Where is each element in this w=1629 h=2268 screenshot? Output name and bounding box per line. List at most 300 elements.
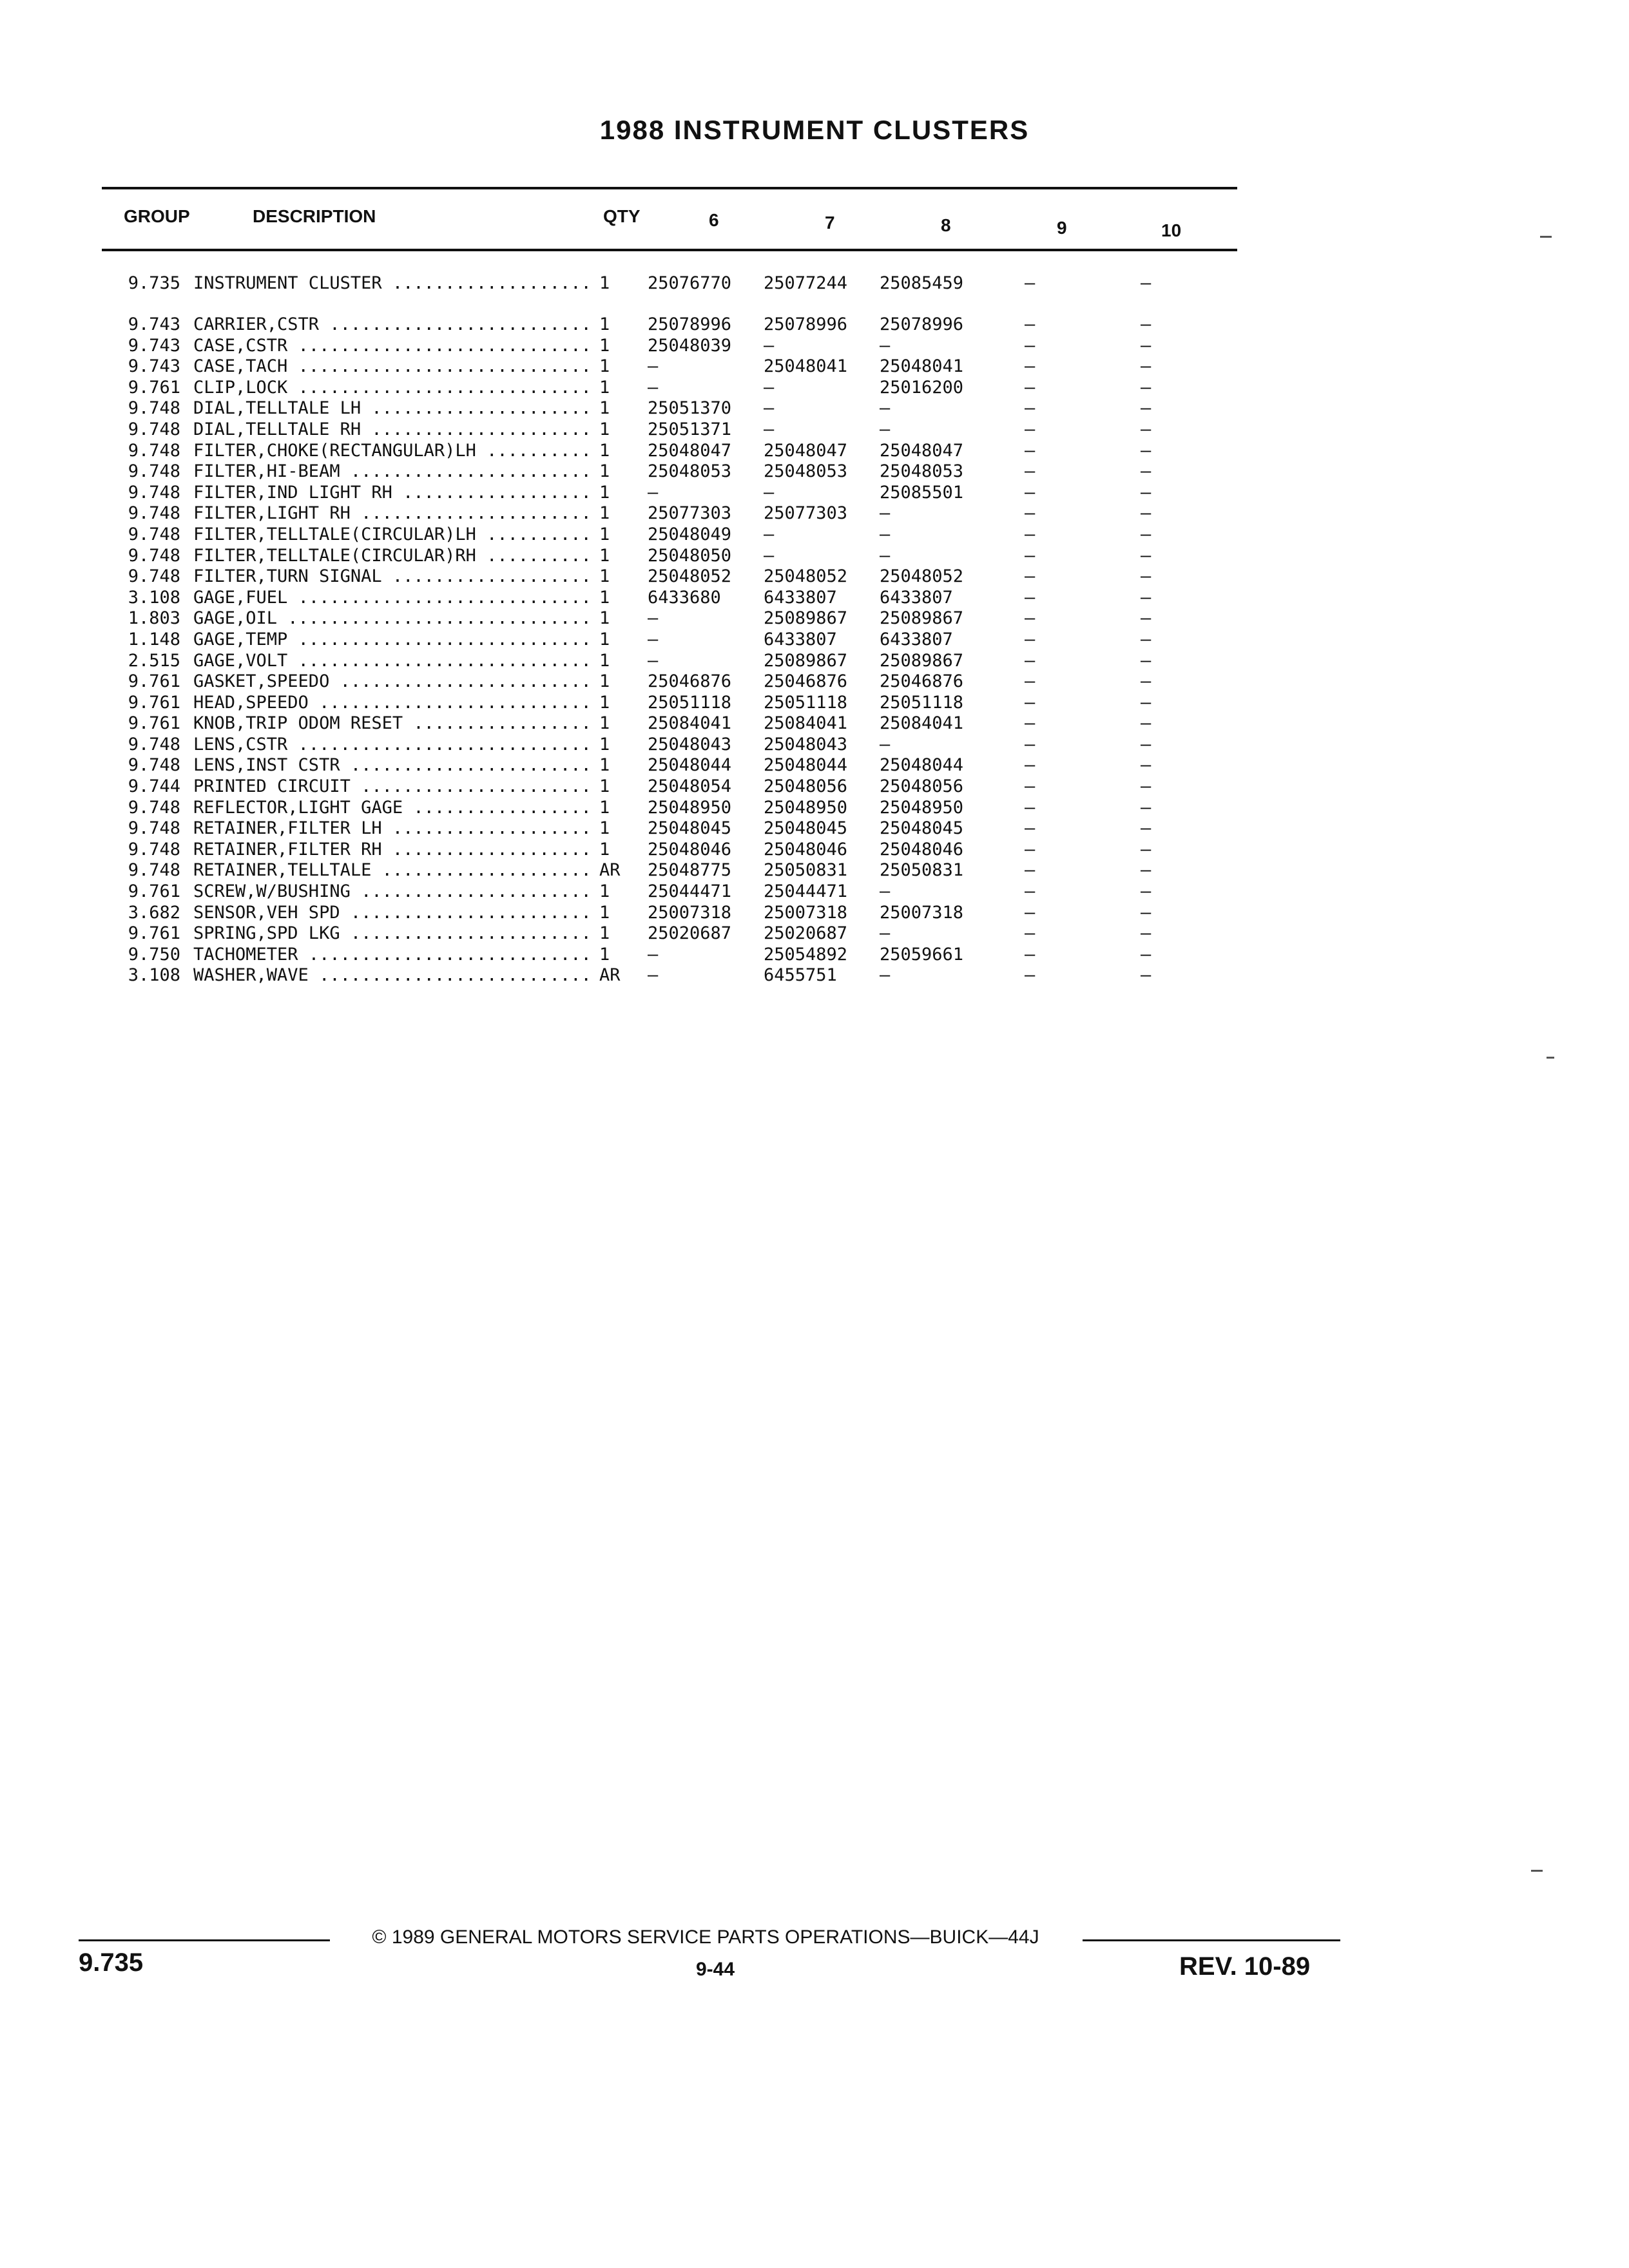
cell-qty: 1 xyxy=(599,398,631,418)
cell-col-8: 25048052 xyxy=(880,566,964,587)
cell-col-10: — xyxy=(1141,356,1152,377)
footer-line-right xyxy=(1083,1939,1340,1941)
cell-col-9: — xyxy=(1025,881,1036,902)
cell-qty: AR xyxy=(599,965,631,985)
cell-description: FILTER,TELLTALE(CIRCULAR)LH ..... xyxy=(193,524,593,544)
cell-col-8: 25051118 xyxy=(880,692,964,713)
cell-description: SENSOR,VEH SPD ..... xyxy=(193,903,593,923)
cell-description: FILTER,TELLTALE(CIRCULAR)RH ..... xyxy=(193,546,593,566)
cell-col-6: 25048052 xyxy=(648,566,732,587)
cell-col-8: — xyxy=(880,881,891,902)
cell-col-10: — xyxy=(1141,923,1152,944)
cell-description: FILTER,HI-BEAM ..... xyxy=(193,461,593,481)
cell-qty: 1 xyxy=(599,503,631,523)
cell-col-10: — xyxy=(1141,440,1152,461)
cell-col-7: — xyxy=(764,398,775,419)
cell-qty: 1 xyxy=(599,483,631,503)
cell-col-6: — xyxy=(648,377,659,398)
cell-description: GASKET,SPEEDO ..... xyxy=(193,671,593,691)
cell-col-10: — xyxy=(1141,671,1152,692)
parts-table xyxy=(0,273,1629,986)
table-row xyxy=(0,503,1629,524)
cell-col-8: 25048046 xyxy=(880,839,964,860)
cell-col-7: — xyxy=(764,377,775,398)
header-col-10: 10 xyxy=(1161,220,1182,240)
cell-col-10: — xyxy=(1141,839,1152,860)
cell-col-6: 25020687 xyxy=(648,923,732,944)
cell-col-6: 25048045 xyxy=(648,818,732,839)
cell-col-7: — xyxy=(764,335,775,356)
cell-col-6: 25048775 xyxy=(648,860,732,881)
cell-col-6: 25076770 xyxy=(648,273,732,293)
cell-description: WASHER,WAVE ..... xyxy=(193,965,593,985)
cell-col-9: — xyxy=(1025,755,1036,776)
cell-col-7: 25046876 xyxy=(764,671,848,692)
cell-col-6: — xyxy=(648,608,659,629)
cell-group: 9.748 xyxy=(128,566,180,587)
table-row xyxy=(0,651,1629,672)
cell-qty: 1 xyxy=(599,651,631,671)
cell-col-9: — xyxy=(1025,419,1036,439)
cell-group: 9.735 xyxy=(128,273,180,293)
cell-col-10: — xyxy=(1141,461,1152,482)
cell-col-10: — xyxy=(1141,818,1152,839)
cell-group: 3.682 xyxy=(128,902,180,923)
header-rule xyxy=(102,249,1237,251)
cell-col-9: — xyxy=(1025,902,1036,923)
cell-col-8: — xyxy=(880,545,891,566)
cell-col-6: 25084041 xyxy=(648,713,732,734)
cell-col-6: 25048043 xyxy=(648,734,732,754)
table-row xyxy=(0,273,1629,314)
cell-col-9: — xyxy=(1025,587,1036,608)
cell-group: 9.748 xyxy=(128,419,180,439)
table-row xyxy=(0,546,1629,567)
table-row xyxy=(0,671,1629,693)
cell-col-8: 25085501 xyxy=(880,482,964,503)
header-col-7: 7 xyxy=(825,213,835,233)
cell-col-6: 25046876 xyxy=(648,671,732,692)
cell-qty: 1 xyxy=(599,356,631,376)
cell-description: FILTER,IND LIGHT RH ..... xyxy=(193,483,593,503)
cell-col-7: 25048056 xyxy=(764,776,848,797)
cell-col-6: 25048039 xyxy=(648,335,732,356)
margin-mark xyxy=(1540,236,1552,238)
table-row xyxy=(0,588,1629,609)
table-row xyxy=(0,398,1629,419)
cell-group: 9.748 xyxy=(128,461,180,482)
cell-col-6: 25048049 xyxy=(648,524,732,544)
cell-col-8: 25046876 xyxy=(880,671,964,692)
cell-col-8: 25084041 xyxy=(880,713,964,734)
cell-col-8: — xyxy=(880,419,891,439)
cell-col-10: — xyxy=(1141,692,1152,713)
cell-qty: 1 xyxy=(599,524,631,544)
header-group: GROUP xyxy=(124,206,190,226)
table-row xyxy=(0,923,1629,945)
cell-description: TACHOMETER ..... xyxy=(193,945,593,965)
cell-col-10: — xyxy=(1141,503,1152,524)
cell-col-7: 25007318 xyxy=(764,902,848,923)
table-row xyxy=(0,608,1629,629)
cell-col-9: — xyxy=(1025,608,1036,629)
cell-col-7: 25048041 xyxy=(764,356,848,377)
cell-description: DIAL,TELLTALE LH ..... xyxy=(193,398,593,418)
cell-col-6: 25048050 xyxy=(648,545,732,566)
cell-col-10: — xyxy=(1141,902,1152,923)
cell-col-10: — xyxy=(1141,314,1152,334)
cell-description: CARRIER,CSTR ..... xyxy=(193,314,593,334)
cell-col-7: 25020687 xyxy=(764,923,848,944)
cell-col-9: — xyxy=(1025,545,1036,566)
cell-group: 9.761 xyxy=(128,671,180,692)
table-row xyxy=(0,378,1629,399)
cell-qty: 1 xyxy=(599,818,631,838)
cell-col-8: 25089867 xyxy=(880,650,964,671)
cell-col-6: 25051370 xyxy=(648,398,732,419)
cell-group: 9.743 xyxy=(128,314,180,334)
cell-group: 9.761 xyxy=(128,692,180,713)
cell-col-9: — xyxy=(1025,818,1036,839)
header-col-6: 6 xyxy=(709,210,719,230)
cell-qty: 1 xyxy=(599,840,631,860)
cell-description: FILTER,LIGHT RH ..... xyxy=(193,503,593,523)
header-col-8: 8 xyxy=(941,215,951,235)
table-row xyxy=(0,798,1629,819)
cell-col-7: 25048047 xyxy=(764,440,848,461)
cell-col-9: — xyxy=(1025,776,1036,797)
cell-col-6: 25007318 xyxy=(648,902,732,923)
cell-col-7: 25077244 xyxy=(764,273,848,293)
cell-col-8: 6433807 xyxy=(880,629,953,649)
cell-description: GAGE,OIL ..... xyxy=(193,608,593,628)
cell-qty: 1 xyxy=(599,798,631,818)
cell-col-7: 25089867 xyxy=(764,608,848,629)
footer-revision: REV. 10-89 xyxy=(1179,1952,1311,1981)
cell-col-9: — xyxy=(1025,797,1036,818)
cell-description: RETAINER,FILTER LH ..... xyxy=(193,818,593,838)
cell-group: 1.803 xyxy=(128,608,180,629)
cell-col-6: 25077303 xyxy=(648,503,732,524)
footer-line-left xyxy=(79,1939,330,1941)
cell-col-10: — xyxy=(1141,734,1152,754)
cell-col-8: 25007318 xyxy=(880,902,964,923)
cell-col-10: — xyxy=(1141,419,1152,439)
cell-col-7: 25048052 xyxy=(764,566,848,587)
cell-description: LENS,CSTR ..... xyxy=(193,735,593,754)
cell-group: 9.748 xyxy=(128,482,180,503)
cell-col-6: — xyxy=(648,356,659,377)
cell-col-8: 25048041 xyxy=(880,356,964,377)
cell-col-8: 25059661 xyxy=(880,944,964,965)
cell-col-8: 25050831 xyxy=(880,860,964,881)
table-row xyxy=(0,755,1629,776)
cell-col-8: — xyxy=(880,503,891,524)
cell-description: KNOB,TRIP ODOM RESET ..... xyxy=(193,713,593,733)
cell-col-10: — xyxy=(1141,587,1152,608)
cell-col-10: — xyxy=(1141,273,1152,293)
cell-description: LENS,INST CSTR ..... xyxy=(193,755,593,775)
cell-col-8: 25016200 xyxy=(880,377,964,398)
cell-col-7: 25050831 xyxy=(764,860,848,881)
cell-col-7: 25048053 xyxy=(764,461,848,482)
cell-col-6: — xyxy=(648,650,659,671)
cell-col-9: — xyxy=(1025,335,1036,356)
cell-group: 9.748 xyxy=(128,545,180,566)
cell-col-7: — xyxy=(764,524,775,544)
cell-col-6: — xyxy=(648,629,659,649)
cell-col-10: — xyxy=(1141,608,1152,629)
cell-description: PRINTED CIRCUIT ..... xyxy=(193,776,593,796)
cell-qty: 1 xyxy=(599,776,631,796)
cell-col-9: — xyxy=(1025,503,1036,524)
cell-col-7: 6455751 xyxy=(764,965,837,986)
cell-col-7: 25077303 xyxy=(764,503,848,524)
cell-col-7: 6433807 xyxy=(764,629,837,649)
cell-col-9: — xyxy=(1025,461,1036,482)
cell-col-6: 25048046 xyxy=(648,839,732,860)
cell-col-9: — xyxy=(1025,377,1036,398)
cell-group: 9.748 xyxy=(128,860,180,881)
cell-col-6: 25048047 xyxy=(648,440,732,461)
cell-col-8: 25048950 xyxy=(880,797,964,818)
cell-group: 9.761 xyxy=(128,377,180,398)
table-row xyxy=(0,818,1629,840)
cell-group: 9.748 xyxy=(128,440,180,461)
cell-col-9: — xyxy=(1025,398,1036,419)
cell-col-6: 6433680 xyxy=(648,587,721,608)
cell-col-7: 25048043 xyxy=(764,734,848,754)
cell-group: 9.748 xyxy=(128,755,180,776)
cell-description: CASE,TACH ..... xyxy=(193,356,593,376)
cell-qty: 1 xyxy=(599,713,631,733)
table-row xyxy=(0,965,1629,986)
cell-col-9: — xyxy=(1025,713,1036,734)
cell-col-8: — xyxy=(880,524,891,544)
cell-col-9: — xyxy=(1025,692,1036,713)
cell-col-8: — xyxy=(880,965,891,986)
table-row xyxy=(0,735,1629,756)
cell-qty: 1 xyxy=(599,378,631,398)
cell-col-7: 25089867 xyxy=(764,650,848,671)
cell-col-7: 25048950 xyxy=(764,797,848,818)
cell-col-9: — xyxy=(1025,839,1036,860)
cell-col-10: — xyxy=(1141,377,1152,398)
table-row xyxy=(0,419,1629,441)
cell-qty: 1 xyxy=(599,336,631,356)
cell-col-6: 25048053 xyxy=(648,461,732,482)
cell-col-9: — xyxy=(1025,860,1036,881)
cell-col-6: 25048044 xyxy=(648,755,732,776)
table-row xyxy=(0,483,1629,504)
cell-group: 9.748 xyxy=(128,839,180,860)
cell-qty: 1 xyxy=(599,629,631,649)
cell-group: 9.743 xyxy=(128,335,180,356)
header-description: DESCRIPTION xyxy=(253,206,376,226)
cell-col-10: — xyxy=(1141,650,1152,671)
cell-col-9: — xyxy=(1025,566,1036,587)
cell-col-9: — xyxy=(1025,629,1036,649)
cell-col-10: — xyxy=(1141,713,1152,734)
cell-description: CASE,CSTR ..... xyxy=(193,336,593,356)
cell-group: 3.108 xyxy=(128,965,180,986)
cell-group: 3.108 xyxy=(128,587,180,608)
cell-col-8: 25048047 xyxy=(880,440,964,461)
table-row xyxy=(0,461,1629,483)
cell-description: CLIP,LOCK ..... xyxy=(193,378,593,398)
cell-col-10: — xyxy=(1141,881,1152,902)
cell-col-10: — xyxy=(1141,566,1152,587)
cell-col-7: 25078996 xyxy=(764,314,848,334)
cell-col-8: — xyxy=(880,923,891,944)
cell-col-9: — xyxy=(1025,965,1036,986)
cell-col-10: — xyxy=(1141,335,1152,356)
cell-group: 9.761 xyxy=(128,923,180,944)
table-row xyxy=(0,881,1629,903)
table-row xyxy=(0,903,1629,924)
table-row xyxy=(0,314,1629,336)
cell-col-7: — xyxy=(764,545,775,566)
table-row xyxy=(0,840,1629,861)
cell-qty: 1 xyxy=(599,755,631,775)
cell-col-6: — xyxy=(648,965,659,986)
cell-col-8: 25048045 xyxy=(880,818,964,839)
cell-group: 1.148 xyxy=(128,629,180,649)
cell-group: 9.748 xyxy=(128,797,180,818)
table-row xyxy=(0,776,1629,798)
cell-col-10: — xyxy=(1141,860,1152,881)
cell-description: RETAINER,FILTER RH ..... xyxy=(193,840,593,860)
cell-group: 2.515 xyxy=(128,650,180,671)
table-row xyxy=(0,629,1629,651)
cell-group: 9.750 xyxy=(128,944,180,965)
cell-col-6: 25051118 xyxy=(648,692,732,713)
cell-col-9: — xyxy=(1025,671,1036,692)
cell-col-10: — xyxy=(1141,944,1152,965)
cell-qty: 1 xyxy=(599,693,631,713)
cell-description: GAGE,TEMP ..... xyxy=(193,629,593,649)
cell-qty: 1 xyxy=(599,671,631,691)
table-row xyxy=(0,336,1629,357)
cell-col-7: — xyxy=(764,419,775,439)
cell-col-9: — xyxy=(1025,273,1036,293)
cell-col-9: — xyxy=(1025,440,1036,461)
footer-page-number: 9-44 xyxy=(695,1959,735,1980)
cell-col-6: — xyxy=(648,482,659,503)
cell-col-9: — xyxy=(1025,482,1036,503)
cell-group: 9.748 xyxy=(128,503,180,524)
cell-col-10: — xyxy=(1141,797,1152,818)
header-qty: QTY xyxy=(603,206,641,226)
cell-qty: 1 xyxy=(599,608,631,628)
cell-qty: 1 xyxy=(599,441,631,461)
cell-col-10: — xyxy=(1141,776,1152,797)
cell-col-10: — xyxy=(1141,524,1152,544)
cell-qty: 1 xyxy=(599,923,631,943)
cell-qty: 1 xyxy=(599,588,631,608)
table-row xyxy=(0,356,1629,378)
cell-col-10: — xyxy=(1141,482,1152,503)
cell-col-10: — xyxy=(1141,755,1152,776)
cell-col-10: — xyxy=(1141,629,1152,649)
cell-col-8: 25048053 xyxy=(880,461,964,482)
cell-col-6: 25048054 xyxy=(648,776,732,797)
cell-qty: 1 xyxy=(599,903,631,923)
cell-qty: 1 xyxy=(599,273,631,293)
table-row xyxy=(0,693,1629,714)
cell-qty: 1 xyxy=(599,881,631,901)
cell-col-7: 25044471 xyxy=(764,881,848,902)
cell-qty: 1 xyxy=(599,735,631,754)
cell-col-8: 25085459 xyxy=(880,273,964,293)
table-row xyxy=(0,945,1629,966)
cell-col-7: 25048046 xyxy=(764,839,848,860)
cell-col-8: 25048044 xyxy=(880,755,964,776)
cell-group: 9.748 xyxy=(128,524,180,544)
table-row xyxy=(0,860,1629,881)
cell-qty: 1 xyxy=(599,314,631,334)
top-rule xyxy=(102,187,1237,189)
cell-col-9: — xyxy=(1025,734,1036,754)
cell-description: FILTER,CHOKE(RECTANGULAR)LH ..... xyxy=(193,441,593,461)
footer-copyright: © 1989 GENERAL MOTORS SERVICE PARTS OPERATIONS—BUICK—44J xyxy=(372,1927,1039,1948)
header-col-9: 9 xyxy=(1057,218,1067,238)
cell-col-7: 25054892 xyxy=(764,944,848,965)
cell-col-9: — xyxy=(1025,524,1036,544)
cell-description: SCREW,W/BUSHING ..... xyxy=(193,881,593,901)
cell-col-6: 25044471 xyxy=(648,881,732,902)
cell-group: 9.744 xyxy=(128,776,180,797)
cell-qty: 1 xyxy=(599,546,631,566)
cell-col-10: — xyxy=(1141,398,1152,419)
cell-col-9: — xyxy=(1025,923,1036,944)
cell-col-9: — xyxy=(1025,356,1036,377)
margin-mark xyxy=(1547,1057,1554,1059)
cell-qty: 1 xyxy=(599,419,631,439)
cell-col-7: 25048045 xyxy=(764,818,848,839)
cell-description: GAGE,FUEL ..... xyxy=(193,588,593,608)
cell-col-9: — xyxy=(1025,314,1036,334)
cell-col-10: — xyxy=(1141,545,1152,566)
footer-group-ref: 9.735 xyxy=(79,1948,144,1977)
cell-col-8: 25078996 xyxy=(880,314,964,334)
cell-col-8: 25089867 xyxy=(880,608,964,629)
cell-group: 9.748 xyxy=(128,818,180,839)
cell-qty: 1 xyxy=(599,945,631,965)
cell-col-9: — xyxy=(1025,944,1036,965)
margin-mark xyxy=(1531,1870,1543,1872)
cell-col-10: — xyxy=(1141,965,1152,986)
cell-qty: 1 xyxy=(599,461,631,481)
cell-col-6: — xyxy=(648,944,659,965)
cell-col-7: 6433807 xyxy=(764,587,837,608)
cell-description: HEAD,SPEEDO ..... xyxy=(193,693,593,713)
cell-col-6: 25078996 xyxy=(648,314,732,334)
cell-col-8: — xyxy=(880,398,891,419)
cell-col-6: 25051371 xyxy=(648,419,732,439)
cell-description: INSTRUMENT CLUSTER ..... xyxy=(193,273,593,293)
cell-col-8: — xyxy=(880,335,891,356)
cell-col-7: — xyxy=(764,482,775,503)
cell-col-8: 6433807 xyxy=(880,587,953,608)
cell-col-8: — xyxy=(880,734,891,754)
cell-description: DIAL,TELLTALE RH ..... xyxy=(193,419,593,439)
table-row xyxy=(0,566,1629,588)
cell-description: GAGE,VOLT ..... xyxy=(193,651,593,671)
cell-group: 9.761 xyxy=(128,713,180,734)
cell-col-7: 25048044 xyxy=(764,755,848,776)
cell-group: 9.761 xyxy=(128,881,180,902)
